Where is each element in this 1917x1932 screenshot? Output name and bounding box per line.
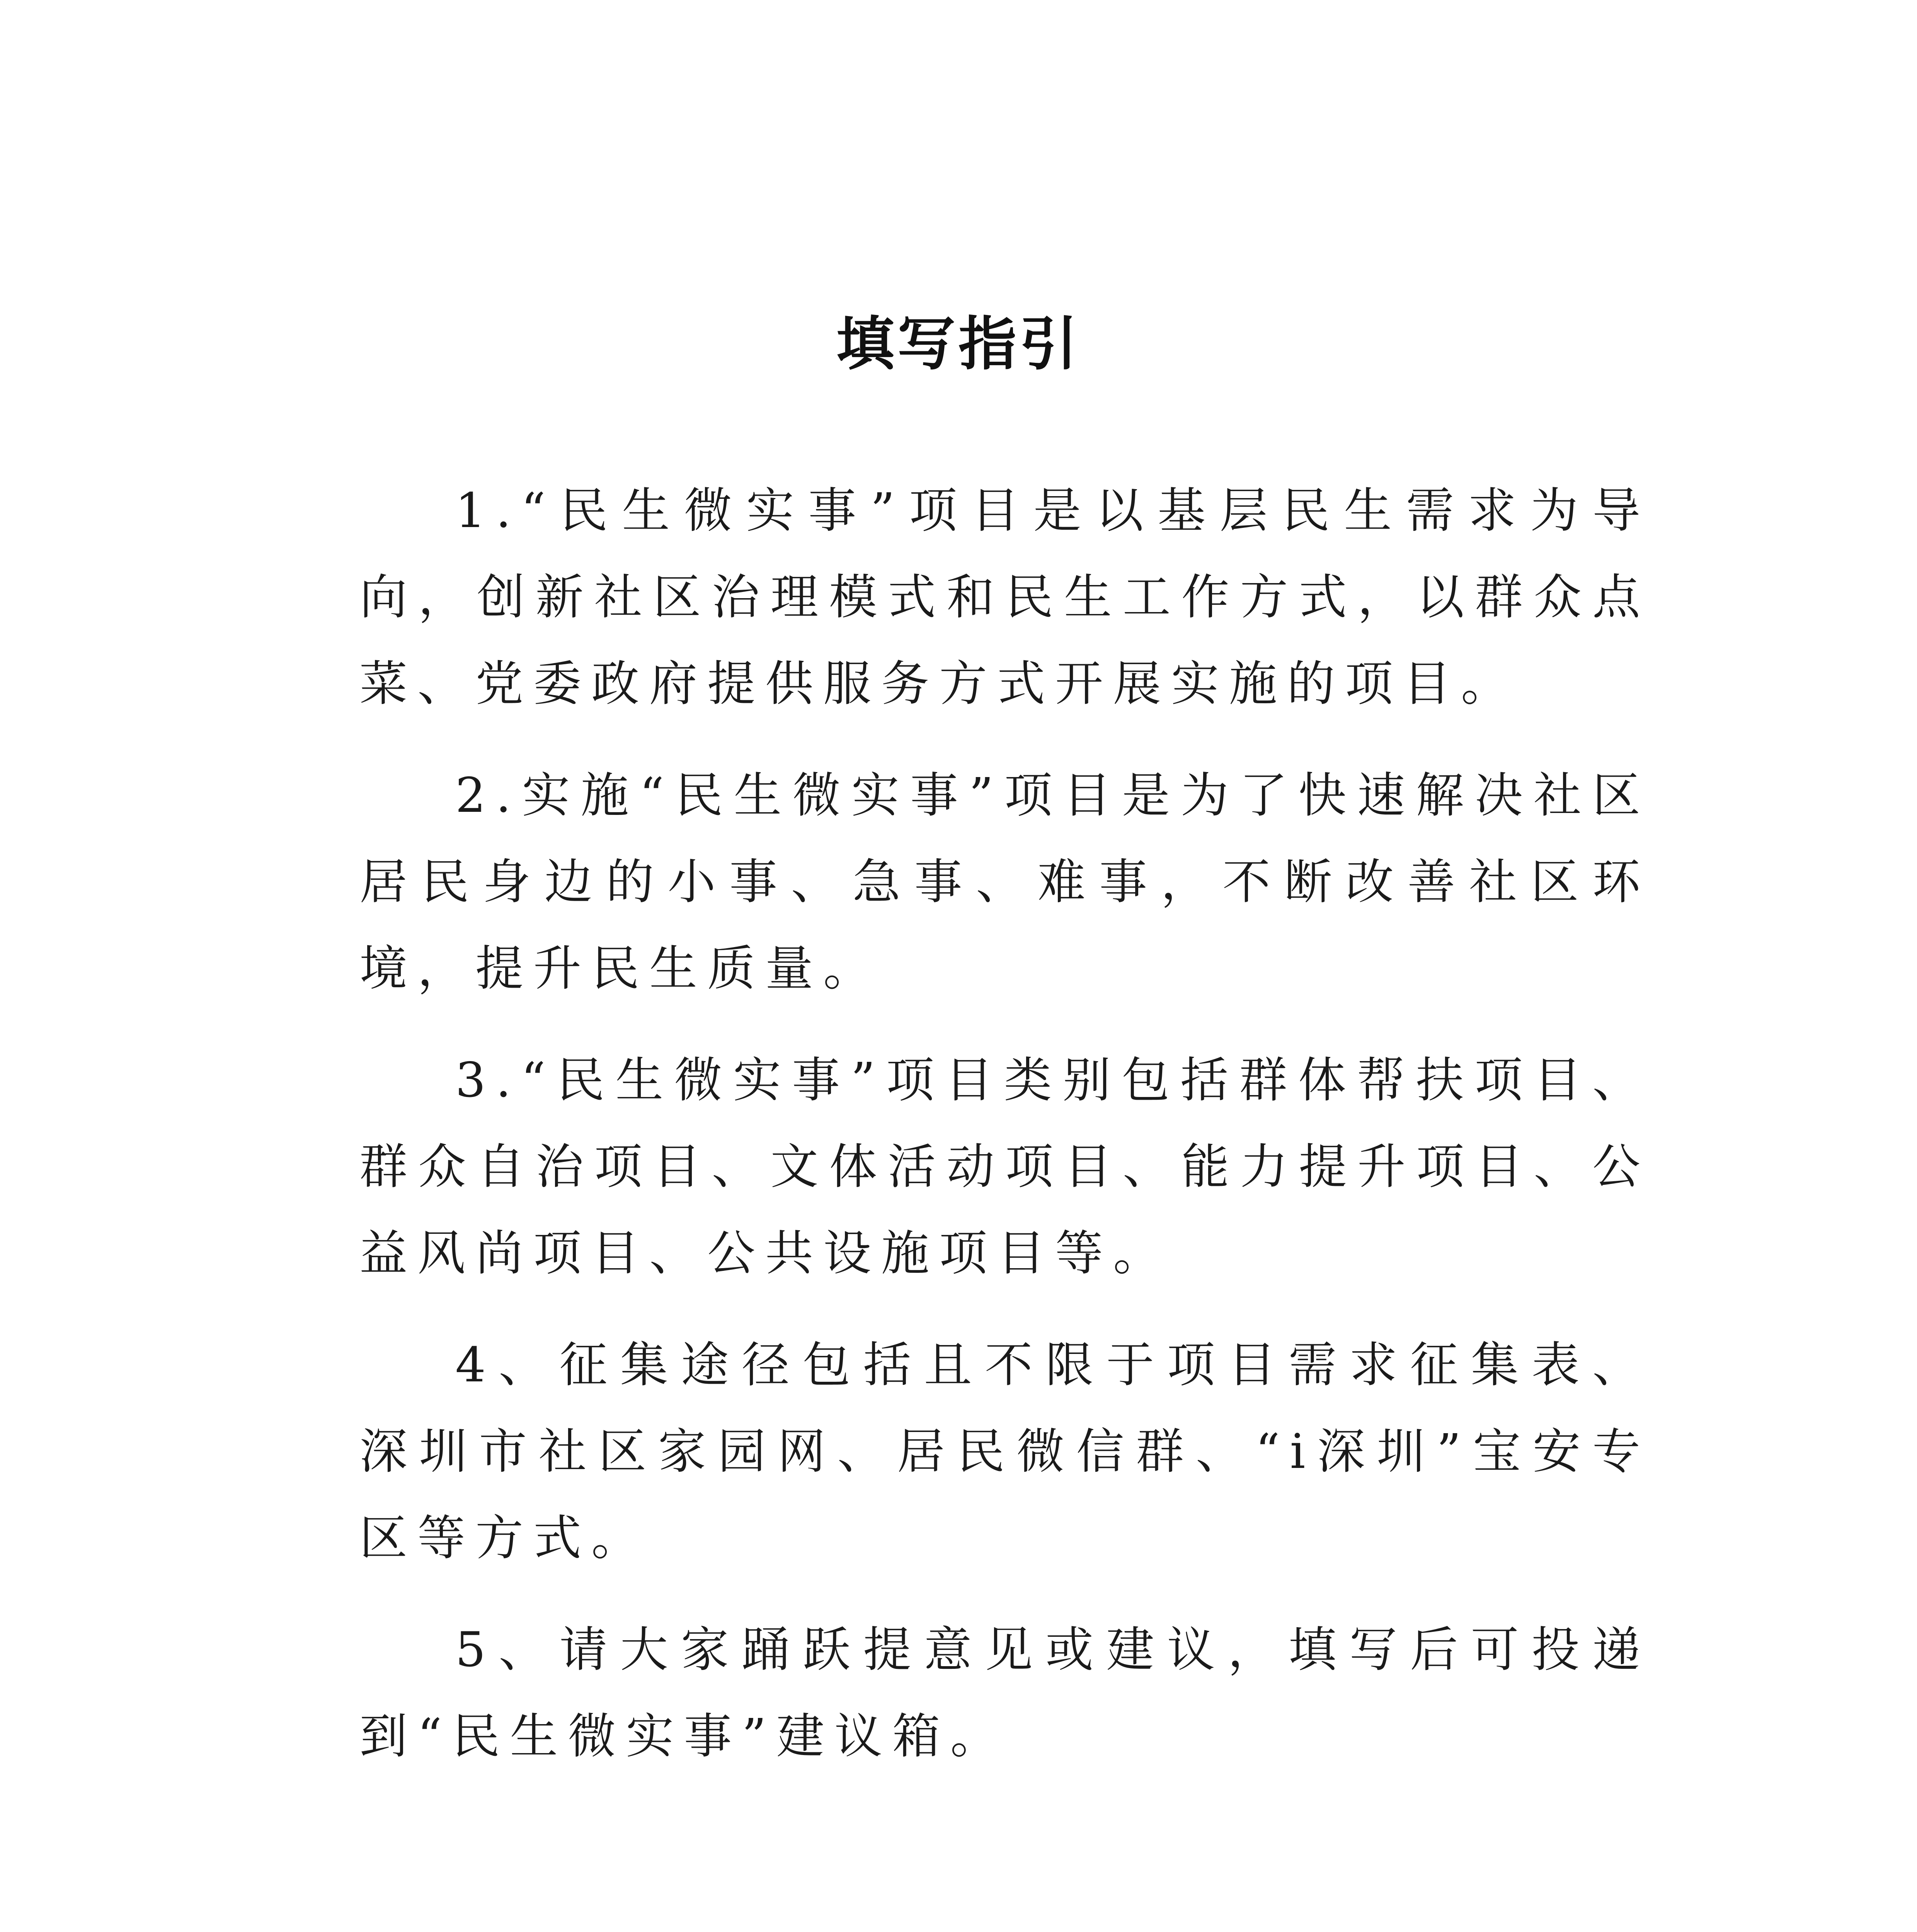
page-title: 填写指引 [836, 310, 1081, 378]
guide-body [359, 468, 1650, 1805]
guide-item-4: 4、征集途径包括且不限于项目需求征集表、深圳市社区家园网、居民微信群、“i深圳”宝安专区等方式。 [359, 1337, 1650, 1566]
guide-item-5: 5、请大家踊跃提意见或建议，填写后可投递到“民生微实事”建议箱。 [359, 1622, 1650, 1764]
guide-item-2: 2.实施“民生微实事”项目是为了快速解决社区居民身边的小事、急事、难事，不断改善社区环境，提升民生质量。 [359, 768, 1650, 997]
guide-item-3: 3.“民生微实事”项目类别包括群体帮扶项目、群众自治项目、文体活动项目、能力提升项目、公益风尚项目、公共设施项目等。 [359, 1053, 1650, 1281]
guide-item-1: 1.“民生微实事”项目是以基层民生需求为导向，创新社区治理模式和民生工作方式，以群众点菜、党委政府提供服务方式开展实施的项目。 [359, 483, 1650, 712]
